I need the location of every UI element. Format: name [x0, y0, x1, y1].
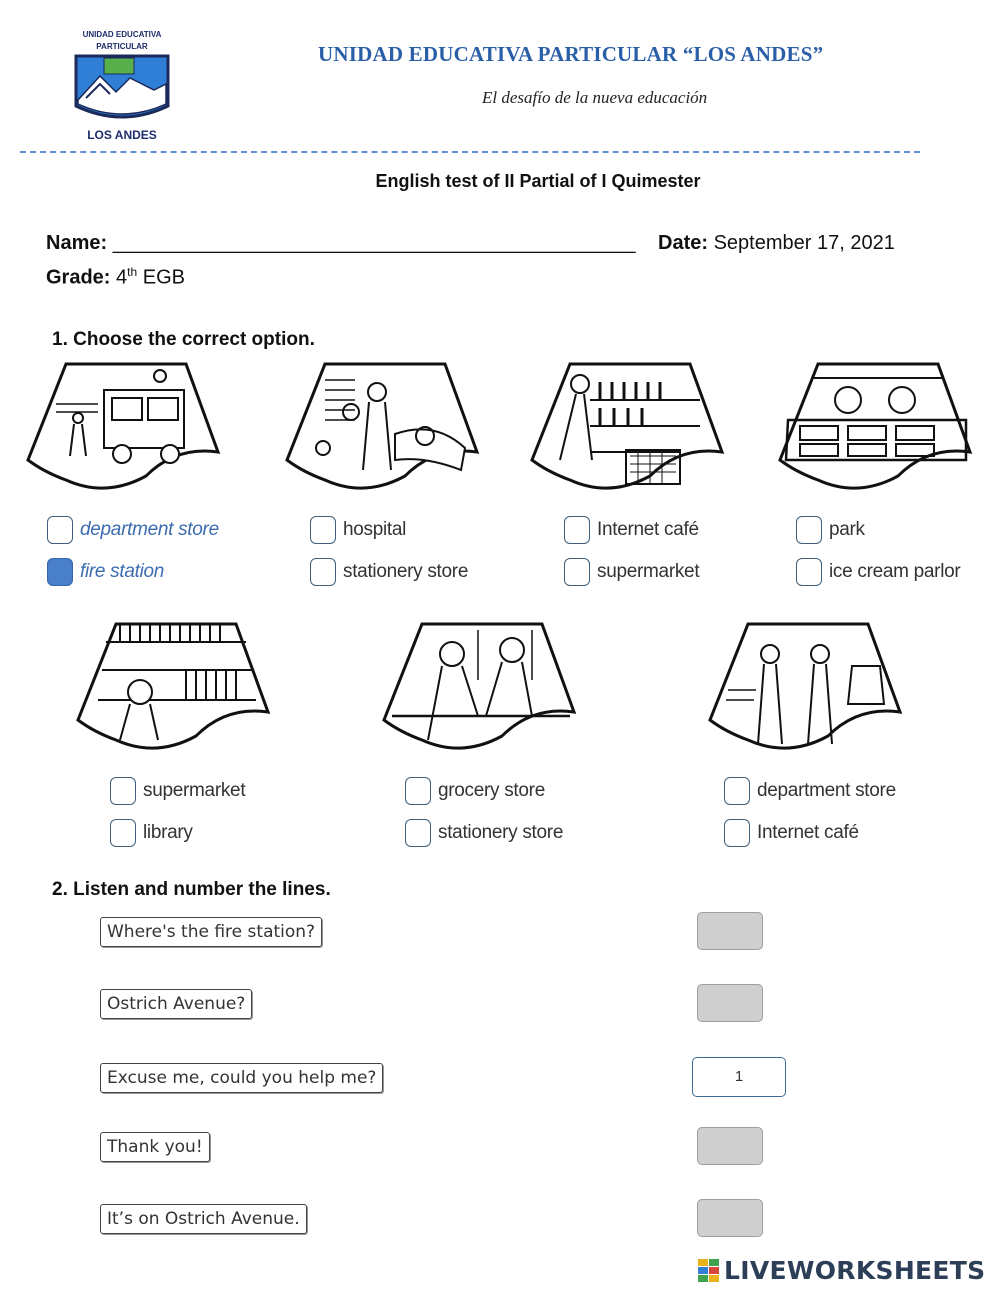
checkbox[interactable]: [110, 777, 136, 805]
option-department-store[interactable]: [724, 775, 896, 807]
answer-number-input[interactable]: [697, 912, 763, 950]
option-stationery-store[interactable]: [310, 556, 468, 588]
grade-suffix: th: [127, 265, 138, 279]
dialogue-line: Where's the fire station?: [100, 917, 322, 947]
option-department-store[interactable]: [47, 514, 219, 546]
question-2-heading: 2. Listen and number the lines.: [52, 879, 331, 900]
svg-text:PARTICULAR: PARTICULAR: [96, 42, 148, 51]
school-name: UNIDAD EDUCATIVA PARTICULAR “LOS ANDES”: [318, 42, 824, 66]
date-row: [658, 232, 895, 255]
school-logo: [66, 28, 178, 144]
date-label: Date:: [658, 232, 709, 254]
dialogue-line: Ostrich Avenue?: [100, 989, 252, 1019]
name-blank[interactable]: _______________________________________________: [112, 232, 636, 254]
option-stationery-store[interactable]: [405, 817, 563, 849]
checkbox[interactable]: [796, 516, 822, 544]
date-value: September 17, 2021: [713, 232, 895, 254]
option-label: Internet café: [597, 519, 699, 540]
option-supermarket[interactable]: [110, 775, 245, 807]
option-hospital[interactable]: [310, 514, 406, 546]
stationery-store-picture: [382, 620, 578, 754]
liveworksheets-brand[interactable]: [698, 1256, 985, 1285]
checkbox[interactable]: [724, 777, 750, 805]
option-label: department store: [757, 780, 896, 801]
option-label: Internet café: [757, 822, 859, 843]
fire-station-picture: [26, 360, 222, 494]
option-label: hospital: [343, 519, 407, 540]
hospital-picture: [285, 360, 481, 494]
liveworksheets-logo-icon: [698, 1259, 720, 1283]
school-motto: El desafío de la nueva educación: [482, 88, 708, 107]
option-label: supermarket: [143, 780, 246, 801]
grade-level: EGB: [142, 266, 185, 289]
option-label: fire station: [80, 561, 165, 582]
library-picture: [76, 620, 272, 754]
checkbox[interactable]: [310, 516, 336, 544]
dialogue-line: It’s on Ostrich Avenue.: [100, 1204, 307, 1234]
option-label: library: [143, 822, 193, 843]
option-label: ice cream parlor: [829, 561, 961, 582]
option-label: department store: [80, 519, 219, 540]
option-label: supermarket: [597, 561, 700, 582]
option-grocery-store[interactable]: [405, 775, 545, 807]
option-label: stationery store: [343, 561, 469, 582]
checkbox[interactable]: [564, 558, 590, 586]
brand-name: LIVEWORKSHEETS: [724, 1256, 986, 1285]
name-label: Name:: [46, 232, 108, 254]
dialogue-line: Excuse me, could you help me?: [100, 1063, 383, 1093]
checkbox[interactable]: [796, 558, 822, 586]
checkbox[interactable]: [405, 819, 431, 847]
option-park[interactable]: [796, 514, 865, 546]
checkbox[interactable]: [564, 516, 590, 544]
option-internet-cafe[interactable]: [564, 514, 699, 546]
option-label: grocery store: [438, 780, 545, 801]
checkbox[interactable]: [110, 819, 136, 847]
checkbox-checked[interactable]: [47, 558, 73, 586]
test-title: English test of II Partial of I Quimester: [375, 171, 701, 191]
option-fire-station[interactable]: [47, 556, 164, 588]
checkbox[interactable]: [310, 558, 336, 586]
header-divider: [20, 151, 920, 153]
dialogue-line: Thank you!: [100, 1132, 210, 1162]
answer-number-input[interactable]: [697, 1199, 763, 1237]
option-ice-cream-parlor[interactable]: [796, 556, 960, 588]
checkbox[interactable]: [47, 516, 73, 544]
supermarket-picture: [530, 360, 726, 494]
department-store-picture: [708, 620, 904, 754]
grade-label: Grade:: [46, 266, 111, 289]
svg-text:UNIDAD EDUCATIVA: UNIDAD EDUCATIVA: [82, 30, 162, 39]
name-row: [46, 232, 636, 255]
grade-row: [46, 265, 185, 290]
option-internet-cafe[interactable]: [724, 817, 859, 849]
svg-text:LOS ANDES: LOS ANDES: [87, 128, 157, 142]
option-label: stationery store: [438, 822, 564, 843]
ice-cream-parlor-picture: [778, 360, 974, 494]
option-label: park: [829, 519, 865, 540]
answer-number-input[interactable]: [697, 1127, 763, 1165]
answer-number-input[interactable]: 1: [692, 1057, 786, 1097]
question-1-heading: 1. Choose the correct option.: [52, 329, 315, 350]
option-supermarket[interactable]: [564, 556, 699, 588]
checkbox[interactable]: [724, 819, 750, 847]
checkbox[interactable]: [405, 777, 431, 805]
answer-number-input[interactable]: [697, 984, 763, 1022]
option-library[interactable]: [110, 817, 193, 849]
grade-number: 4: [116, 266, 128, 289]
